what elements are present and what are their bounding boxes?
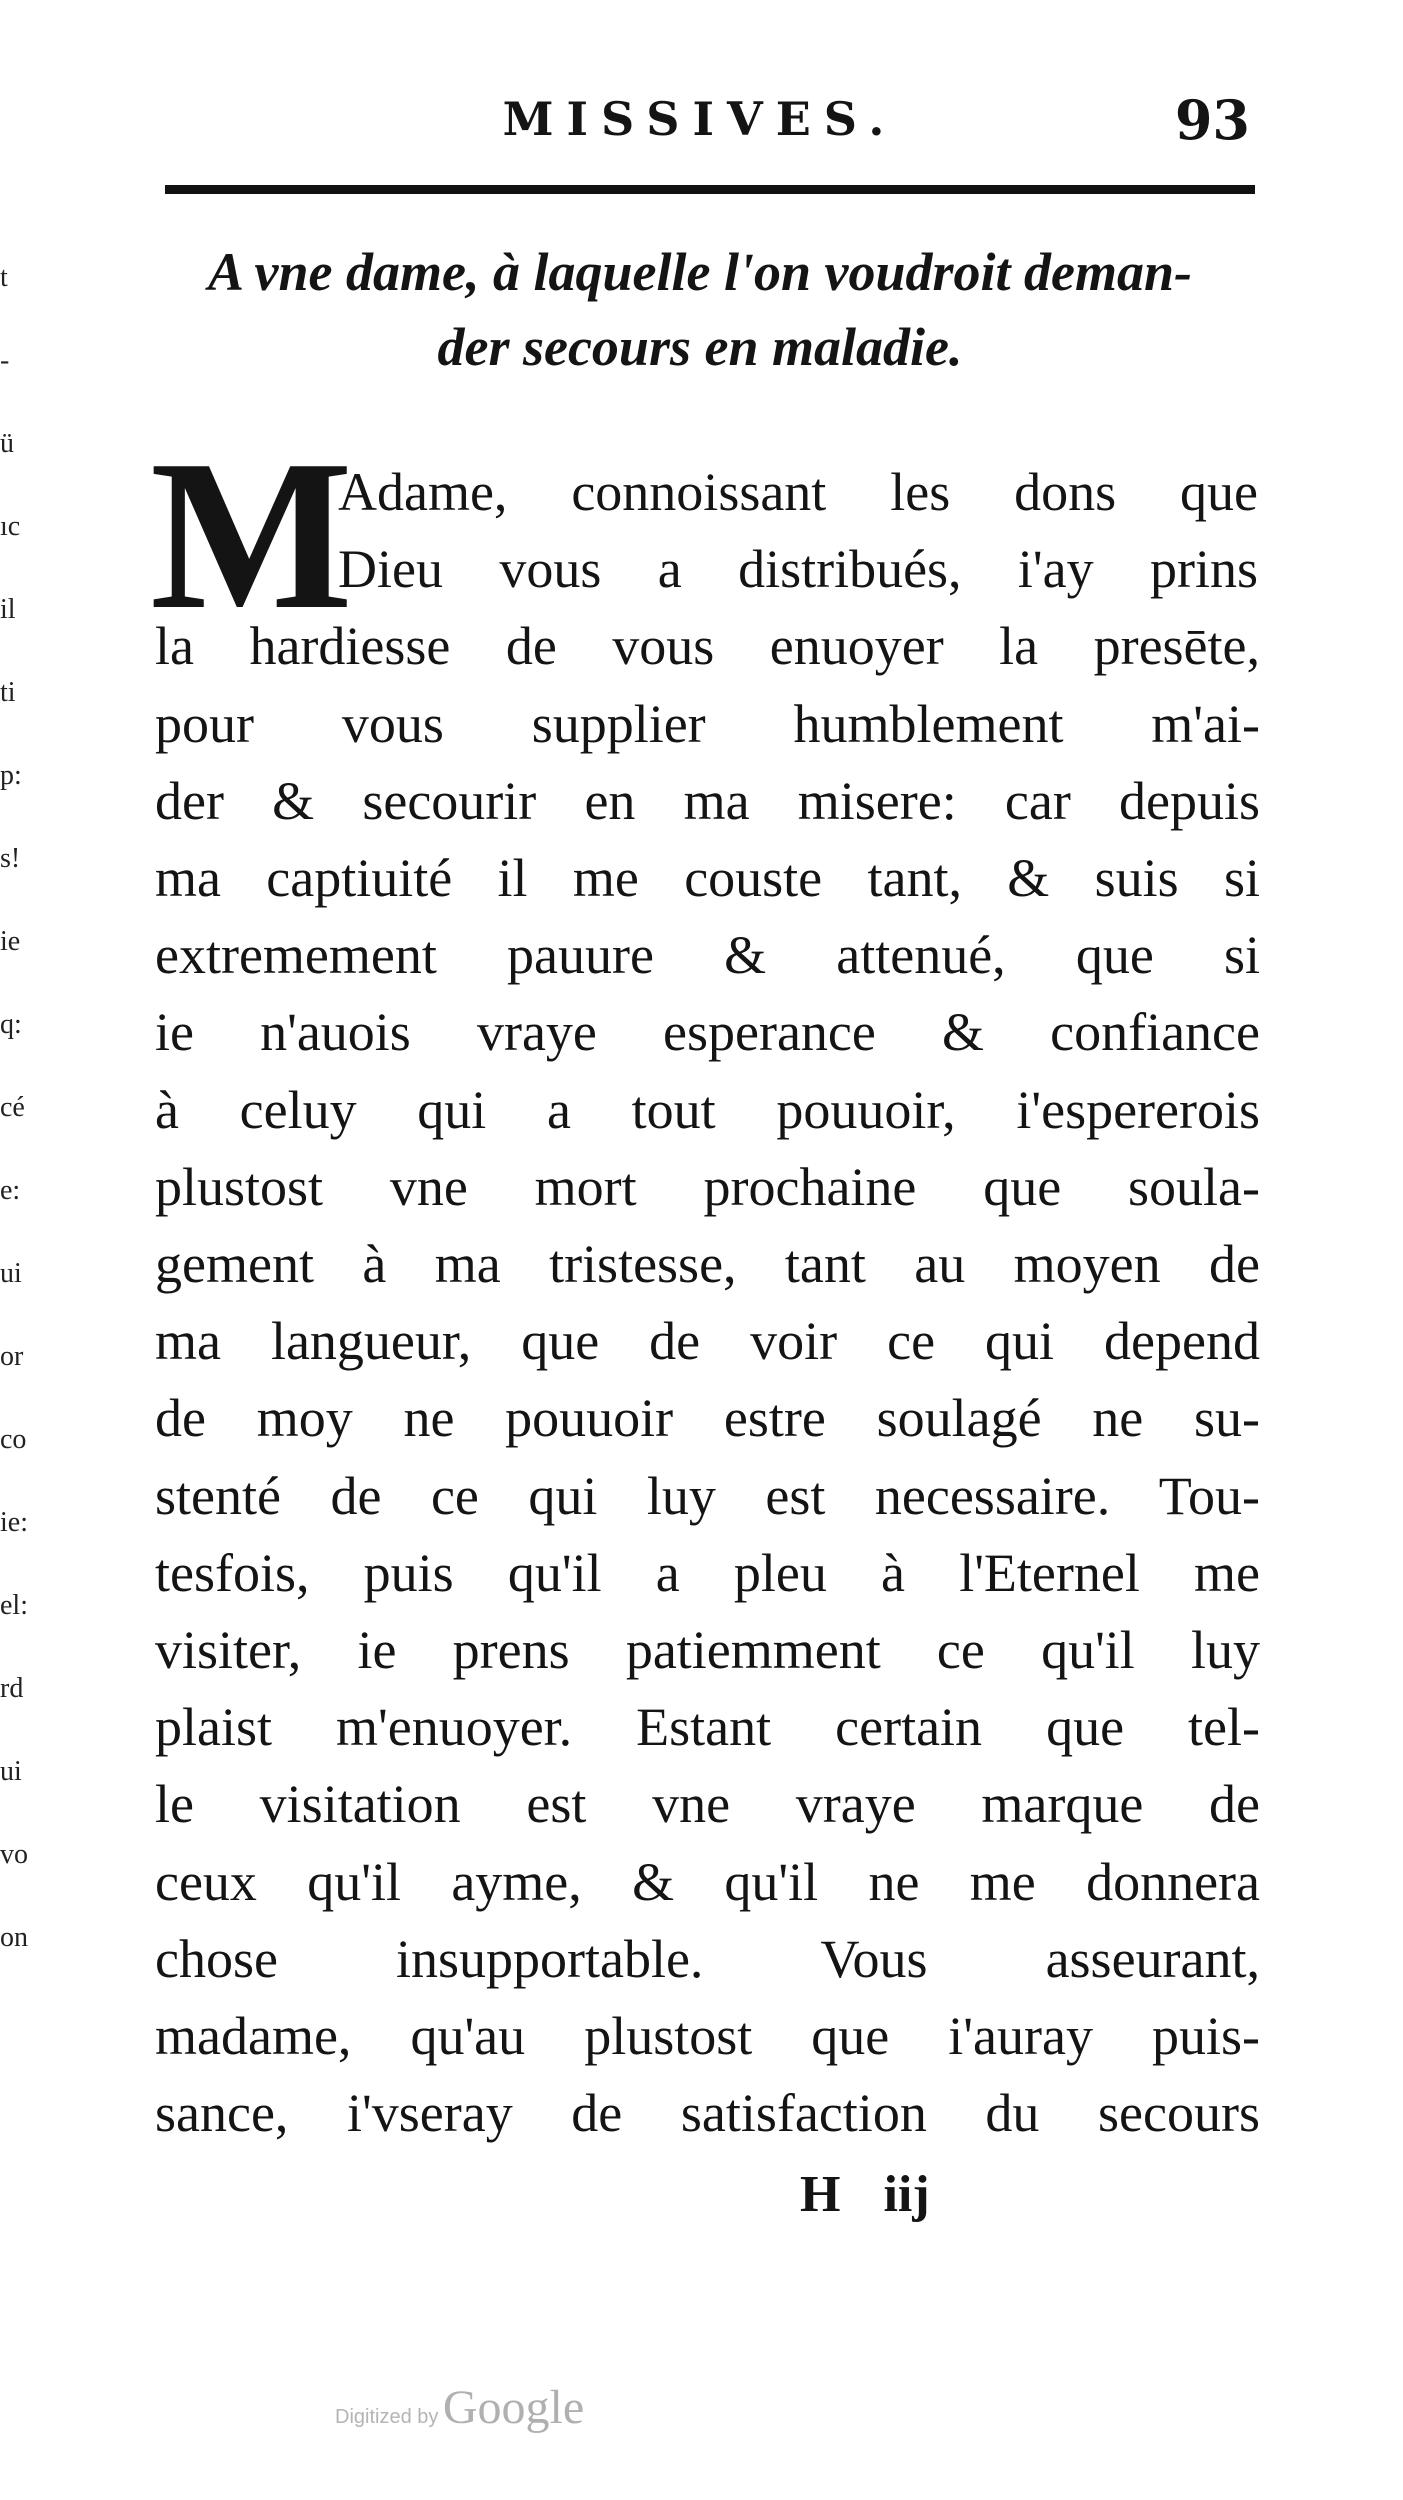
drop-cap: M — [150, 415, 353, 654]
header-rule — [165, 185, 1255, 194]
body-line: Dieu vous a distribués, i'ay prins — [338, 539, 1258, 600]
digitized-by-text: Digitized by — [335, 2406, 439, 2428]
margin-fragment: ü — [0, 428, 14, 459]
page-number: 93 — [1174, 88, 1250, 152]
body-line: stenté de ce qui luy est necessaire. Tou- — [155, 1465, 1260, 1526]
margin-fragment: ui — [0, 1258, 22, 1289]
body-line: plustost vne mort prochaine que soula- — [155, 1156, 1260, 1217]
body-line: pour vous supplier humblement m'ai- — [155, 693, 1260, 754]
google-logo: Google — [442, 2381, 585, 2434]
body-line: madame, qu'au plustost que i'auray puis- — [155, 2006, 1260, 2066]
running-title: MISSIVES. — [502, 92, 898, 146]
body-line: tesfois, puis qu'il a pleu à l'Eternel me — [155, 1542, 1260, 1603]
body-line: ma captiuité il me couste tant, & suis si — [155, 848, 1260, 908]
margin-fragment: vo — [0, 1839, 28, 1870]
margin-fragment: el: — [0, 1590, 28, 1621]
margin-fragment: ıc — [0, 511, 21, 542]
body-line: chose insupportable. Vous asseurant, — [155, 1928, 1260, 1989]
margin-fragment: ui — [0, 1756, 22, 1787]
margin-fragment: e: — [0, 1175, 21, 1206]
body-line: extremement pauure & attenué, que si — [155, 925, 1260, 986]
margin-fragment: ie — [0, 926, 21, 957]
body-line: plaist m'enuoyer. Estant certain que tel- — [155, 1697, 1260, 1758]
margin-fragment: ti — [0, 677, 16, 708]
body-line: de moy ne pouuoir estre soulagé ne su- — [155, 1388, 1260, 1449]
digitized-watermark — [335, 2380, 584, 2435]
body-line: Adame, connoissant les dons que — [338, 462, 1258, 522]
letter-heading-line-1: A vne dame, à laquelle l'on voudroit deman- — [208, 242, 1192, 302]
margin-fragment: ie: — [0, 1507, 28, 1538]
letter-heading — [135, 235, 1265, 385]
body-line: ma langueur, que de voir ce qui depend — [155, 1311, 1260, 1372]
margin-fragment: cé — [0, 1092, 25, 1123]
body-line: visiter, ie prens patiemment ce qu'il luy — [155, 1620, 1260, 1680]
body-line: le visitation est vne vraye marque de — [155, 1774, 1260, 1835]
margin-fragment: t — [0, 262, 8, 293]
body-line: gement à ma tristesse, tant au moyen de — [155, 1234, 1260, 1294]
body-line: der & secourir en ma misere: car depuis — [155, 770, 1260, 831]
signature-letter: H — [800, 2166, 841, 2223]
body-line: ceux qu'il ayme, & qu'il ne me donnera — [155, 1851, 1260, 1912]
margin-fragment: q: — [0, 1009, 22, 1040]
body-line: ie n'auois vraye esperance & confiance — [155, 1002, 1260, 1063]
margin-fragment: s! — [0, 843, 21, 874]
body-line: à celuy qui a tout pouuoir, i'espererois — [155, 1079, 1260, 1140]
signature-numeral: iij — [883, 2166, 930, 2223]
margin-fragment: il — [0, 594, 16, 625]
margin-fragment: or — [0, 1341, 24, 1372]
letter-heading-line-2: der secours en maladie. — [437, 317, 963, 377]
margin-fragment: co — [0, 1424, 27, 1455]
running-head — [160, 88, 1260, 162]
margin-fragment: p: — [0, 760, 22, 791]
signature-mark — [800, 2165, 1020, 2224]
margin-fragment: rd — [0, 1673, 24, 1704]
body-line: sance, i'vseray de satisfaction du secours — [155, 2083, 1260, 2144]
margin-fragment: - — [0, 345, 10, 376]
body-line: la hardiesse de vous enuoyer la presēte, — [155, 616, 1260, 677]
margin-fragment: on — [0, 1922, 28, 1953]
